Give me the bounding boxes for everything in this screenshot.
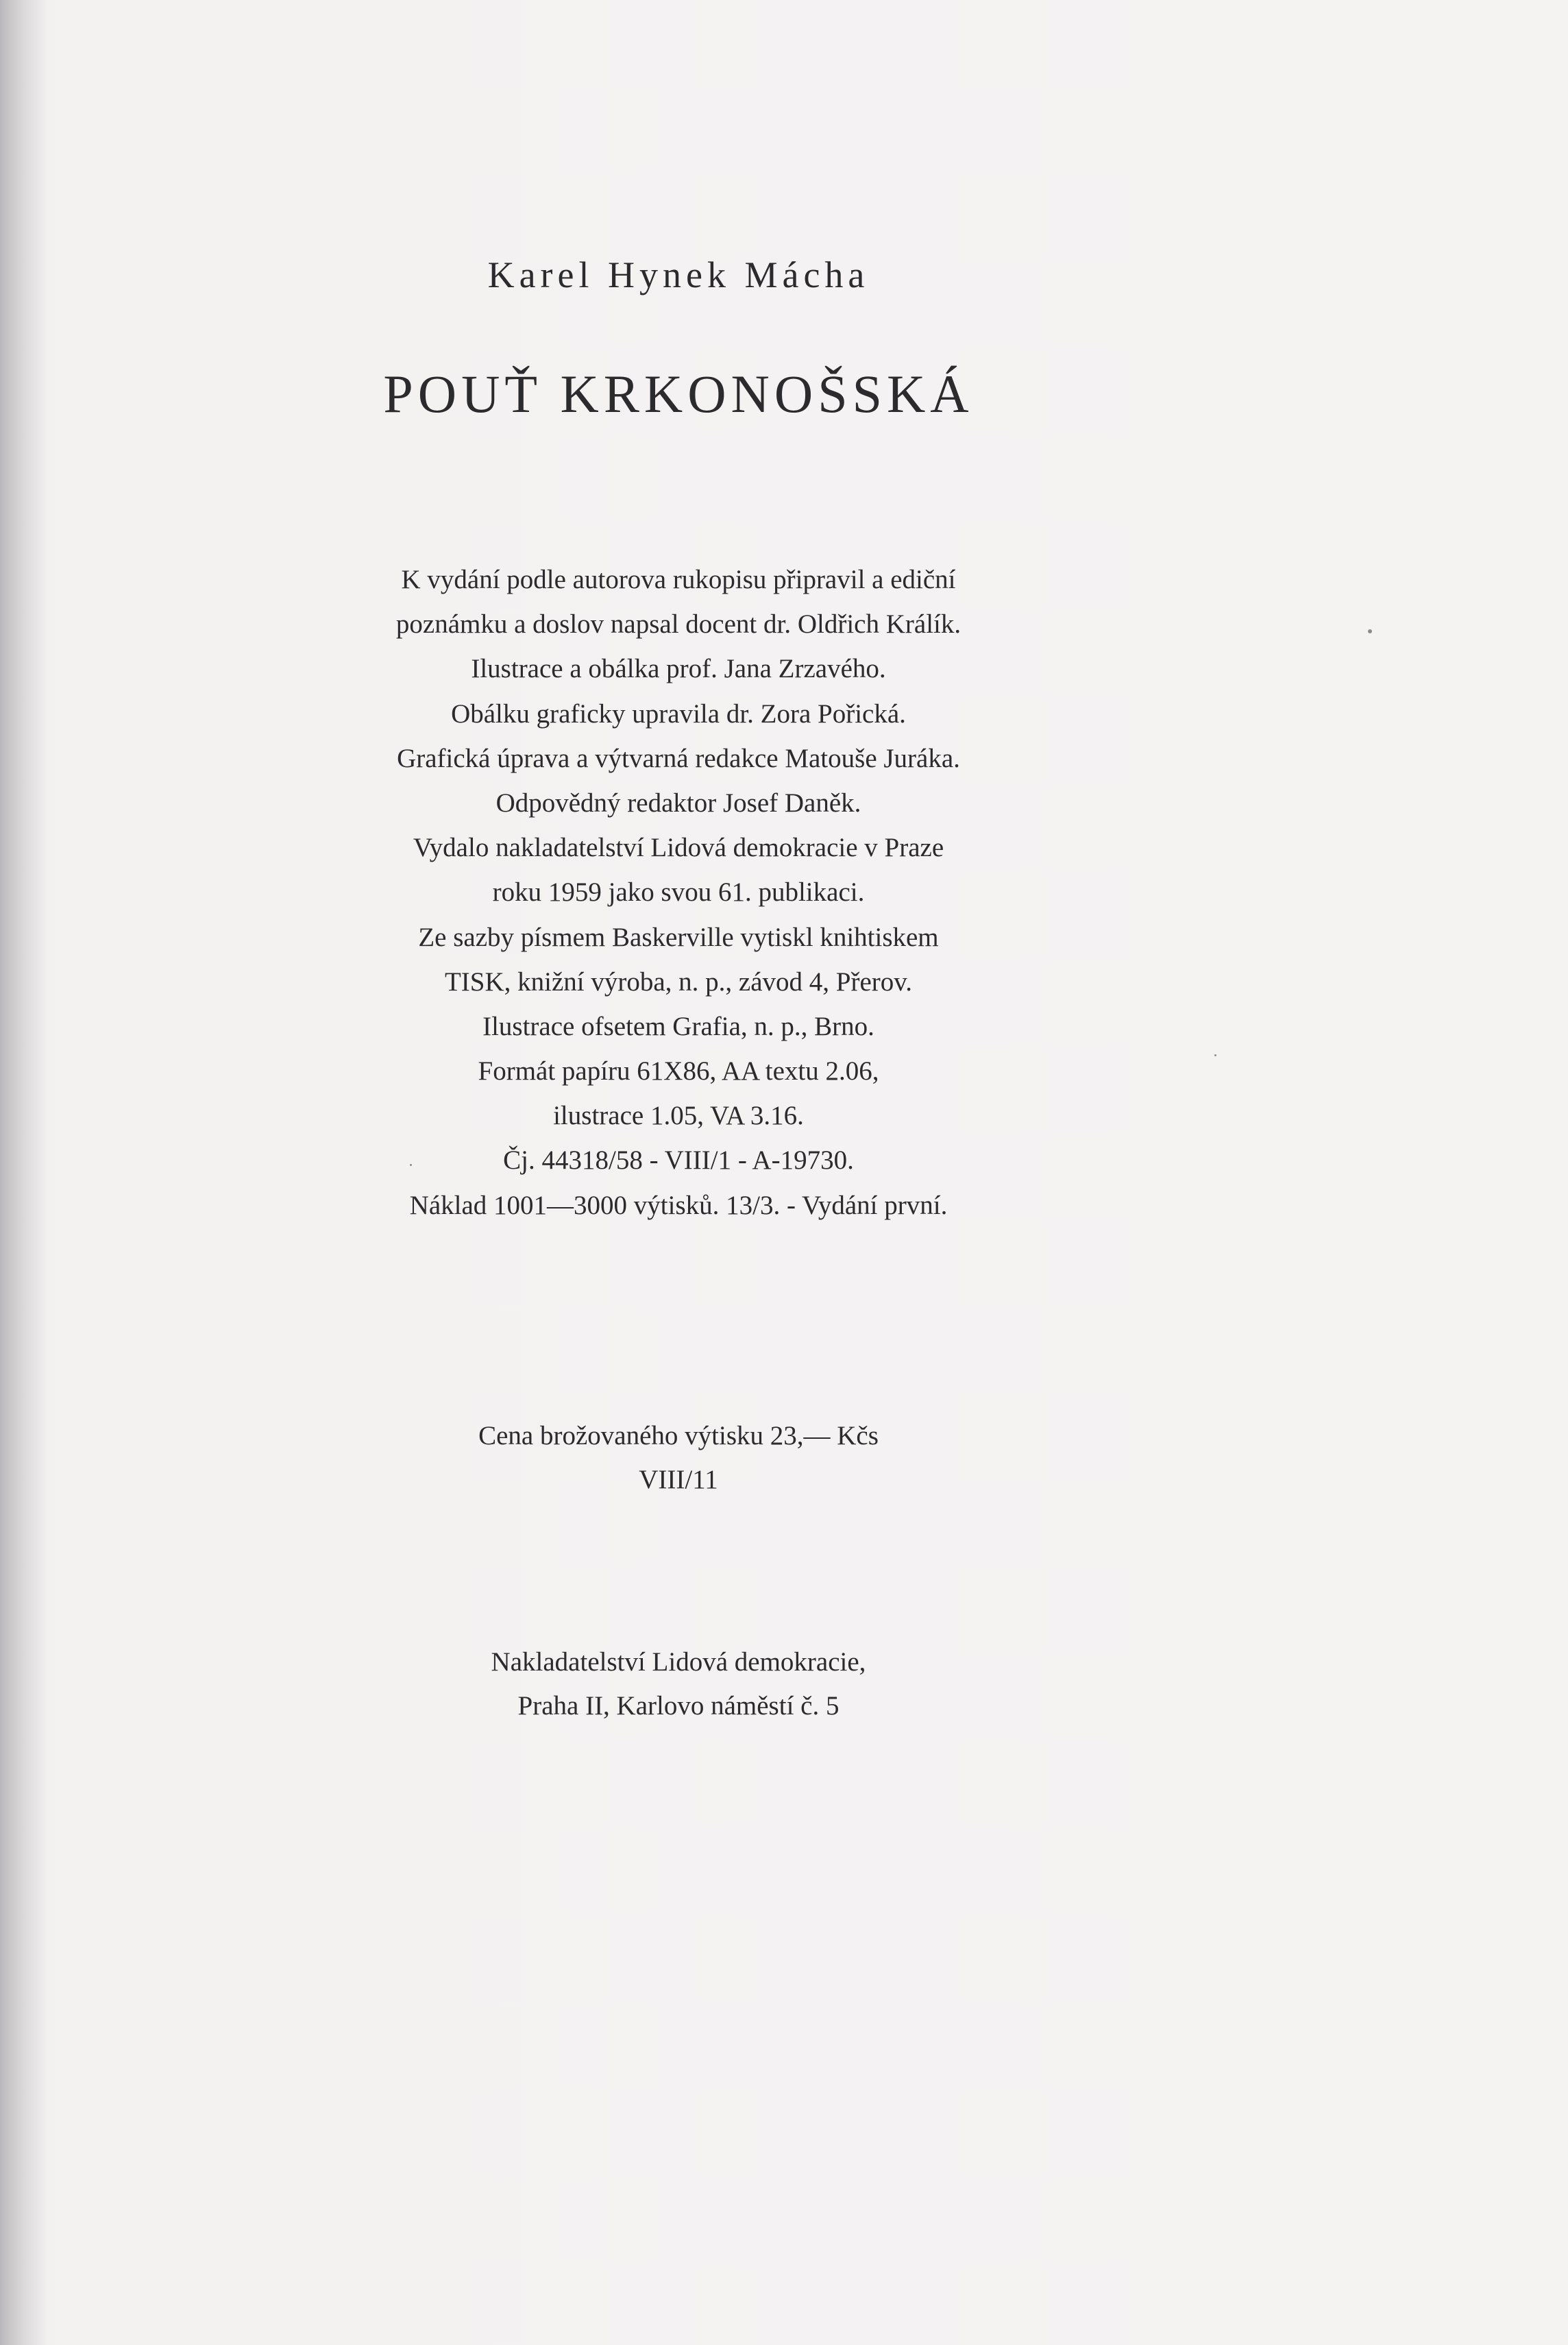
colophon-line: Ilustrace ofsetem Grafia, n. p., Brno. xyxy=(482,1011,874,1041)
colophon-line: ilustrace 1.05, VA 3.16. xyxy=(553,1101,804,1131)
colophon-line: roku 1959 jako svou 61. publikaci. xyxy=(492,877,865,908)
colophon-line: Formát papíru 61X86, AA textu 2.06, xyxy=(478,1056,879,1086)
price-block xyxy=(0,1414,1357,1502)
publisher-line: Praha II, Karlovo náměstí č. 5 xyxy=(517,1691,840,1721)
price-code: VIII/11 xyxy=(639,1465,718,1494)
publisher-line: Nakladatelství Lidová demokracie, xyxy=(491,1647,866,1677)
colophon xyxy=(0,557,1357,1228)
paper-speck xyxy=(1214,1054,1216,1056)
colophon-line: Ilustrace a obálka prof. Jana Zrzavého. xyxy=(471,654,886,684)
colophon-line: K vydání podle autorova rukopisu připravil a ediční xyxy=(401,565,956,594)
colophon-line: Ze sazby písmem Baskerville vytiskl knihtiskem xyxy=(418,922,939,952)
colophon-line: Čj. 44318/58 - VIII/1 - A-19730. xyxy=(503,1145,854,1176)
paper-speck xyxy=(410,1164,412,1166)
book-title: POUŤ KRKONOŠSKÁ xyxy=(383,364,974,424)
paper-speck xyxy=(1368,629,1372,633)
colophon-line: Náklad 1001—3000 výtisků. 13/3. - Vydání první. xyxy=(409,1190,948,1220)
colophon-line: Grafická úprava a výtvarná redakce Matouše Juráka. xyxy=(397,743,960,773)
colophon-line: Obálku graficky upravila dr. Zora Pořická. xyxy=(451,698,906,729)
publisher-address xyxy=(0,1640,1357,1728)
author-name: Karel Hynek Mácha xyxy=(487,254,870,295)
colophon-line: Odpovědný redaktor Josef Daněk. xyxy=(495,788,861,818)
price-line: Cena brožovaného výtisku 23,— Kčs xyxy=(478,1421,879,1450)
colophon-line: TISK, knižní výroba, n. p., závod 4, Přerov. xyxy=(444,967,912,997)
colophon-line: poznámku a doslov napsal docent dr. Oldřich Králík. xyxy=(395,609,961,640)
colophon-line: Vydalo nakladatelství Lidová demokracie v Praze xyxy=(413,833,944,863)
